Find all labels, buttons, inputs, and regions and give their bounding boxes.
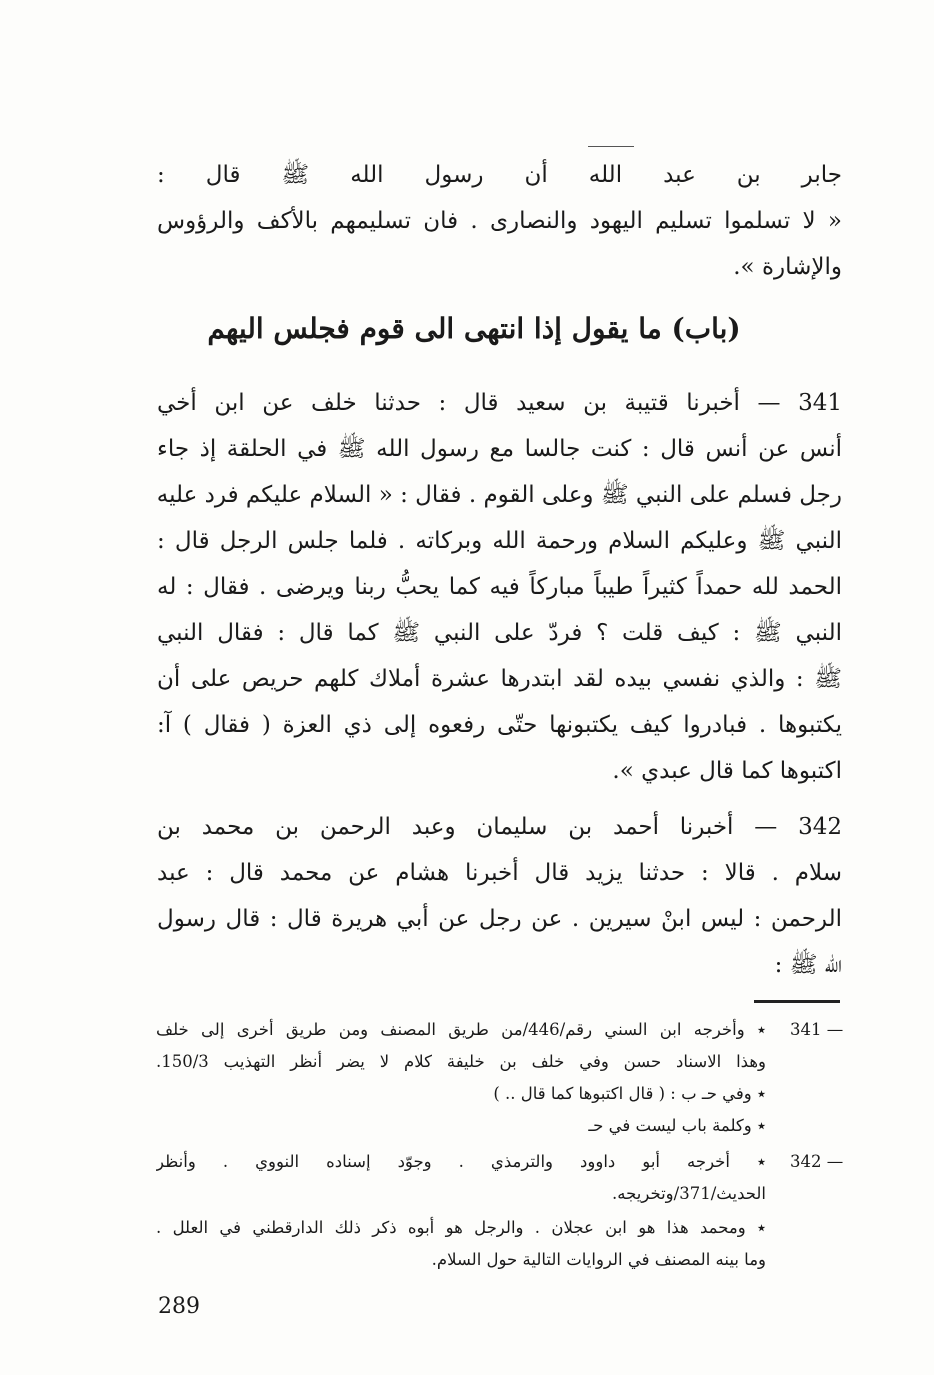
- hadith-341-line: يكتبوها . فبادروا كيف يكتبونها حتّى رفعوه إلى ذي العزة ( فقال ) آ:: [157, 712, 842, 738]
- hadith-342-line: سلام . قالا : حدثنا يزيد قال أخبرنا هشام عن محمد قال : عبد: [157, 860, 842, 886]
- footnote-342-line: وما بينه المصنف في الروايات التالية حول السلام.: [431, 1250, 766, 1269]
- hadith-342-line: الله ﷺ :: [774, 952, 842, 978]
- hadith-341-line: النبي ﷺ : كيف قلت ؟ فردّ على النبي ﷺ كما قال : فقال النبي: [157, 620, 842, 646]
- hadith-342-line: 342 — أخبرنا أحمد بن سليمان وعبد الرحمن بن محمد بن: [157, 814, 842, 840]
- footnote-341-line: ٭ وكلمة باب ليست في حـ: [588, 1116, 766, 1135]
- footnote-341-line: ٭ وفي حـ ب : ( قال اكتبوها كما قال .. ): [493, 1084, 766, 1103]
- footnote-separator: [754, 1000, 840, 1003]
- footnote-342-number: 342 —: [790, 1152, 844, 1171]
- intro-line: جابر بن عبد الله أن رسول الله ﷺ قال :: [157, 162, 842, 188]
- hadith-341-line: اكتبوها كما قال عبدي ».: [612, 758, 842, 784]
- hadith-341-line: 341 — أخبرنا قتيبة بن سعيد قال : حدثنا خلف عن ابن أخي: [157, 390, 842, 416]
- page-number: 289: [158, 1294, 200, 1319]
- footnote-341-line: ٭ وأخرجه ابن السني رقم/446/من طريق المصنف ومن طريق أخرى إلى خلف: [156, 1020, 766, 1039]
- hadith-341-line: ﷺ : والذي نفسي بيده لقد ابتدرها عشرة أملاك كلهم حريص على أن: [157, 666, 842, 692]
- footnote-341-number: 341 —: [790, 1020, 844, 1039]
- footnote-341-line: وهذا الاسناد حسن وفي خلف بن خليفة كلام لا يضر أنظر التهذيب 150/3.: [156, 1052, 766, 1071]
- footnote-342-line: ٭ أخرجه أبو داوود والترمذي . وجوّد إسناده النووي . وأنظر: [156, 1152, 766, 1171]
- top-decorative-rule: [588, 146, 634, 147]
- intro-line: « لا تسلموا تسليم اليهود والنصارى . فان تسليمهم بالأكف والرؤوس: [157, 208, 842, 234]
- footnote-342-line: ٭ ومحمد هذا هو ابن عجلان . والرجل هو أبوه ذكر ذلك الدارقطني في العلل .: [156, 1218, 766, 1237]
- hadith-342-line: الرحمن : ليس ابنْ سيرين . عن رجل عن أبي هريرة قال : قال رسول: [157, 906, 842, 932]
- hadith-341-line: رجل فسلم على النبي ﷺ وعلى القوم . فقال : « السلام عليكم فرد عليه: [157, 482, 842, 508]
- hadith-341-line: النبي ﷺ وعليكم السلام ورحمة الله وبركاته . فلما جلس الرجل قال :: [157, 528, 842, 554]
- footnote-342-line: الحديث/371/وتخريجه.: [612, 1184, 766, 1203]
- intro-line: والإشارة ».: [733, 254, 842, 280]
- hadith-341-line: أنس عن أنس قال : كنت جالسا مع رسول الله ﷺ في الحلقة إذ جاء: [157, 436, 842, 462]
- chapter-heading: (باب) ما يقول إذا انتهى الى قوم فجلس اليهم: [207, 312, 741, 345]
- hadith-341-line: الحمد لله حمداً كثيراً طيباً مباركاً فيه كما يحبُّ ربنا ويرضى . فقال : له: [157, 574, 842, 600]
